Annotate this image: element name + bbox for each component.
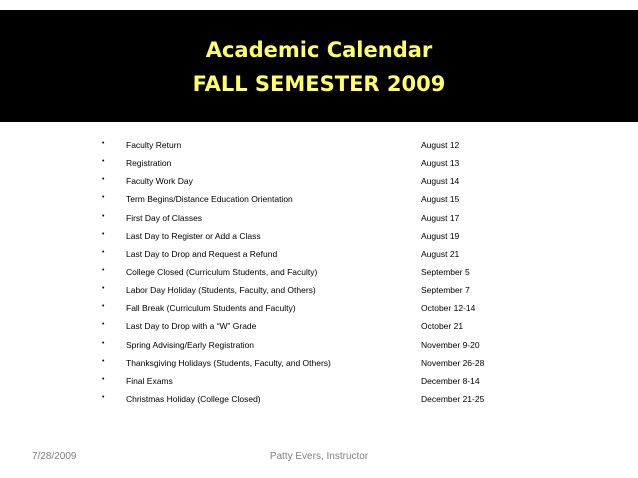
page-subtitle: FALL SEMESTER 2009 — [192, 72, 446, 96]
event-name: Final Exams — [126, 375, 173, 386]
bullet-icon: • — [102, 158, 105, 166]
bullet-icon: • — [102, 176, 105, 184]
footer-author: Patty Evers, Instructor — [269, 451, 369, 462]
event-date: August 12 — [421, 140, 460, 150]
event-date: September 7 — [421, 285, 470, 296]
event-name: Christmas Holiday (College Closed) — [126, 393, 261, 404]
event-name: Labor Day Holiday (Students, Faculty, and Others) — [126, 285, 316, 296]
event-date: October 21 — [421, 321, 464, 332]
event-date: November 9-20 — [421, 339, 480, 350]
event-name: Last Day to Drop with a “W” Grade — [126, 321, 257, 332]
event-date: December 21-25 — [421, 393, 485, 404]
event-name: Spring Advising/Early Registration — [126, 339, 255, 350]
event-name: Last Day to Register or Add a Class — [126, 230, 261, 241]
calendar-event-row — [0, 209, 638, 227]
event-date: November 26-28 — [421, 357, 485, 368]
event-date: August 21 — [421, 248, 460, 259]
event-name: Thanksgiving Holidays (Students, Faculty, and Others) — [126, 357, 331, 368]
bullet-icon: • — [102, 375, 105, 383]
event-name: Term Begins/Distance Education Orientation — [126, 194, 293, 205]
bullet-icon: • — [102, 339, 105, 347]
calendar-event-row — [0, 299, 638, 317]
bullet-icon: • — [102, 212, 105, 220]
bullet-icon: • — [102, 266, 105, 274]
page-title: Academic Calendar — [205, 38, 433, 62]
event-name: Fall Break (Curriculum Students and Faculty) — [126, 303, 296, 314]
event-date: October 12-14 — [421, 303, 476, 314]
event-name: First Day of Classes — [126, 212, 203, 223]
calendar-event-list — [0, 136, 638, 408]
footer-date: 7/28/2009 — [32, 451, 77, 462]
calendar-event-row — [0, 336, 638, 354]
bullet-icon: • — [102, 140, 105, 147]
calendar-event-row — [0, 154, 638, 172]
event-date: December 8-14 — [421, 375, 480, 386]
event-name: College Closed (Curriculum Students, and Faculty) — [126, 266, 318, 277]
title-banner — [0, 10, 638, 122]
bullet-icon: • — [102, 248, 105, 256]
calendar-event-row — [0, 136, 638, 154]
event-date: August 15 — [421, 194, 460, 205]
calendar-event-row — [0, 263, 638, 281]
calendar-event-row — [0, 281, 638, 299]
calendar-event-row — [0, 227, 638, 245]
calendar-event-row — [0, 390, 638, 408]
calendar-event-row — [0, 172, 638, 190]
bullet-icon: • — [102, 194, 105, 202]
event-date: September 5 — [421, 266, 470, 277]
bullet-icon: • — [102, 393, 105, 401]
calendar-event-row — [0, 317, 638, 335]
event-date: August 17 — [421, 212, 460, 223]
event-name: Faculty Work Day — [126, 176, 193, 187]
bullet-icon: • — [102, 230, 105, 238]
calendar-event-row — [0, 354, 638, 372]
bullet-icon: • — [102, 285, 105, 293]
calendar-event-row — [0, 372, 638, 390]
calendar-event-row — [0, 190, 638, 208]
event-name: Registration — [126, 158, 172, 169]
event-date: August 19 — [421, 230, 460, 241]
bullet-icon: • — [102, 321, 105, 329]
bullet-icon: • — [102, 303, 105, 311]
event-date: August 14 — [421, 176, 460, 187]
bullet-icon: • — [102, 357, 105, 365]
calendar-event-row — [0, 245, 638, 263]
event-date: August 13 — [421, 158, 460, 169]
event-name: Last Day to Drop and Request a Refund — [126, 248, 278, 259]
event-name: Faculty Return — [126, 140, 182, 150]
